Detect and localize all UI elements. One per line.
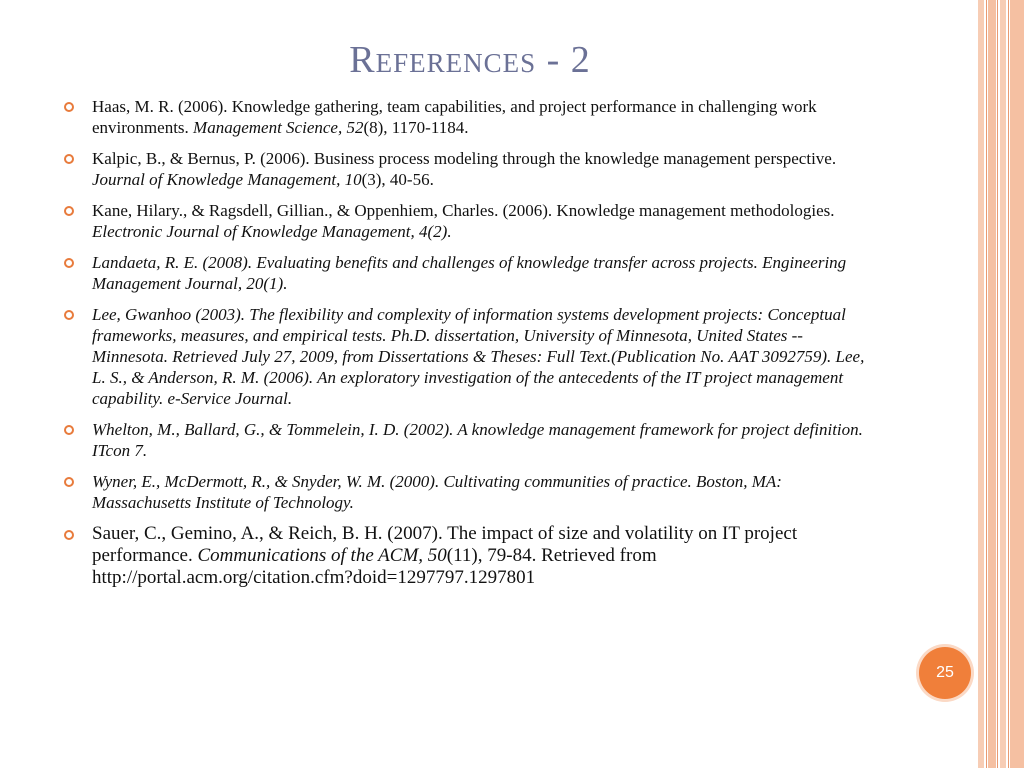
slide-title: References - 2 <box>349 39 591 81</box>
decorative-stripe <box>978 0 984 768</box>
bullet-icon <box>64 102 74 112</box>
reference-text: Haas, M. R. (2006). Knowledge gathering, team capabilities, and project performance in challenging work environments. <box>92 97 817 137</box>
reference-item <box>62 304 882 409</box>
reference-item <box>62 252 882 294</box>
reference-item <box>62 200 882 242</box>
decorative-line <box>986 0 987 768</box>
reference-text: Kalpic, B., & Bernus, P. (2006). Business process modeling through the knowledge management perspective. <box>92 149 837 168</box>
reference-journal: Electronic Journal of Knowledge Management, 4(2). <box>92 222 452 241</box>
bullet-icon <box>64 206 74 216</box>
reference-item <box>62 419 882 461</box>
reference-text: Landaeta, R. E. (2008). Evaluating benefits and challenges of knowledge transfer across projects. Engineering Management Journal, 20(1). <box>92 253 847 293</box>
reference-item <box>62 471 882 513</box>
reference-list <box>62 96 882 599</box>
bullet-icon <box>64 154 74 164</box>
reference-journal: Journal of Knowledge Management, 10 <box>92 170 362 189</box>
reference-journal: Communications of the ACM, 50 <box>197 545 447 566</box>
reference-details: (3), 40-56. <box>361 170 434 189</box>
reference-text: Whelton, M., Ballard, G., & Tommelein, I. D. (2002). A knowledge management framework for project definition. ITcon 7. <box>92 420 863 460</box>
bullet-icon <box>64 425 74 435</box>
bullet-icon <box>64 530 74 540</box>
reference-item <box>62 148 882 190</box>
page-number-badge: 25 <box>919 647 971 699</box>
decorative-stripe <box>988 0 996 768</box>
reference-text: Kane, Hilary., & Ragsdell, Gillian., & Oppenhiem, Charles. (2006). Knowledge management methodologies. <box>92 201 835 220</box>
bullet-icon <box>64 477 74 487</box>
decorative-stripe <box>1010 0 1024 768</box>
reference-journal: Management Science, 52 <box>193 118 364 137</box>
reference-text: Lee, Gwanhoo (2003). The flexibility and complexity of information systems development projects: Conceptual frameworks, measures, and empirical tests. Ph.D. dissertation, University of Minnesota, United States -- Minnesota. Retrieved July 27, 2009, from Dissertations & Theses: Full Text.(Publication No. AAT 3092759). Lee, L. S., & Anderson, R. M. (2006). An exploratory investigation of the antecedents of the IT project management capability. e-Service Journal. <box>92 305 865 408</box>
reference-details: (8), 1170-1184. <box>363 118 469 137</box>
reference-text: Sauer, C., Gemino, A., & Reich, B. H. (2007). The impact of size and volatility on IT project performance. <box>92 523 798 566</box>
reference-item <box>62 96 882 138</box>
decorative-stripe <box>1000 0 1006 768</box>
reference-item <box>62 523 882 589</box>
reference-details: (11), 79-84. Retrieved from http://portal.acm.org/citation.cfm?doid=1297797.1297801 <box>92 545 657 588</box>
decorative-line <box>997 0 998 768</box>
bullet-icon <box>64 258 74 268</box>
reference-text: Wyner, E., McDermott, R., & Snyder, W. M. (2000). Cultivating communities of practice. Boston, MA: Massachusetts Institute of Technology. <box>92 472 782 512</box>
bullet-icon <box>64 310 74 320</box>
decorative-line <box>1008 0 1009 768</box>
